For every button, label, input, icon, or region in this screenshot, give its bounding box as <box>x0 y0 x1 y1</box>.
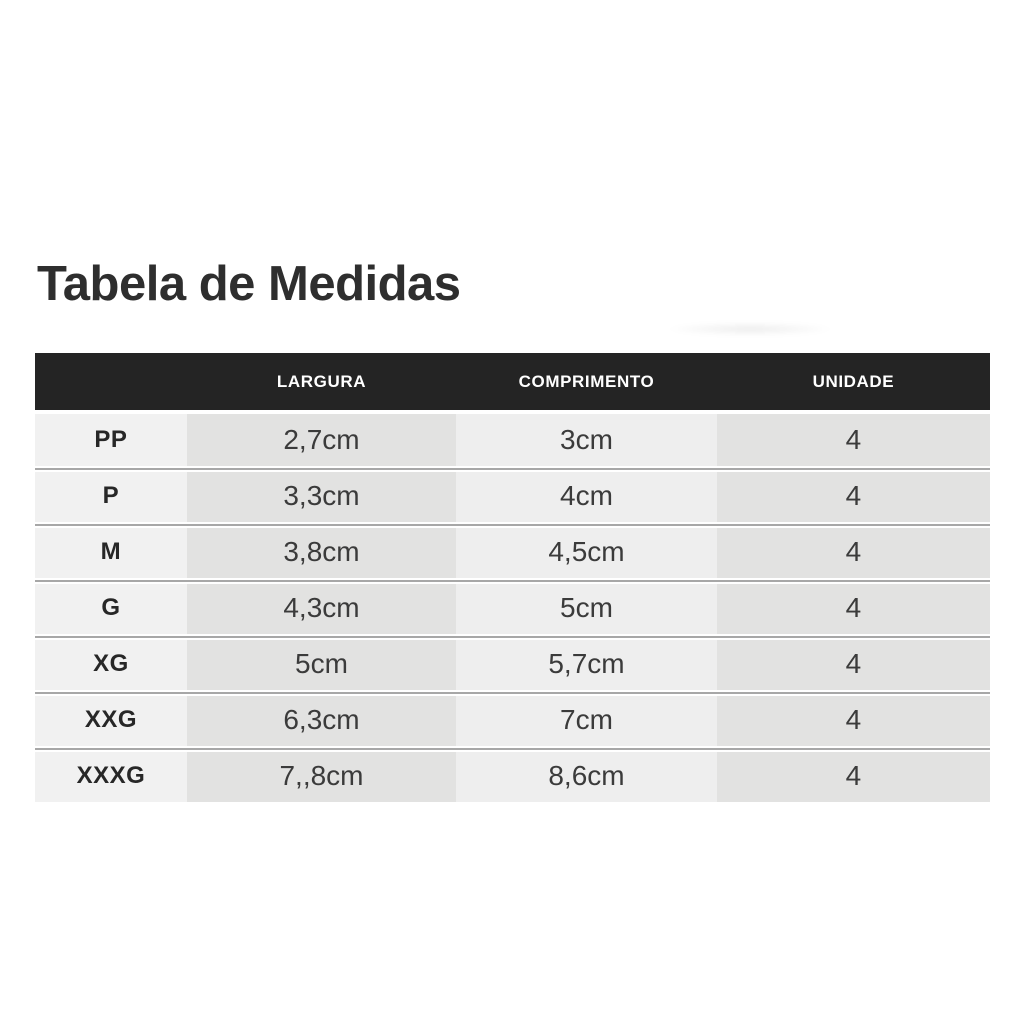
table-body <box>35 410 990 804</box>
header-cell-comprimento: COMPRIMENTO <box>456 353 717 410</box>
comprimento-value: 5,7cm <box>456 636 717 692</box>
comprimento-value: 4,5cm <box>456 524 717 580</box>
size-chart-table <box>35 353 990 804</box>
table-row <box>35 636 990 692</box>
page-title: Tabela de Medidas <box>37 257 461 311</box>
comprimento-value: 4cm <box>456 468 717 524</box>
size-label: PP <box>35 410 187 468</box>
table-row <box>35 468 990 524</box>
unidade-value: 4 <box>717 524 990 580</box>
unidade-value: 4 <box>717 468 990 524</box>
largura-value: 7,,8cm <box>187 748 456 804</box>
unidade-value: 4 <box>717 636 990 692</box>
size-label: M <box>35 524 187 580</box>
comprimento-value: 7cm <box>456 692 717 748</box>
table-header <box>35 353 990 410</box>
size-label: XG <box>35 636 187 692</box>
unidade-value: 4 <box>717 748 990 804</box>
watermark-smudge <box>665 322 835 336</box>
header-cell-largura: LARGURA <box>187 353 456 410</box>
table-row <box>35 748 990 804</box>
header-cell-size <box>35 353 187 410</box>
table-row <box>35 580 990 636</box>
comprimento-value: 5cm <box>456 580 717 636</box>
size-label: G <box>35 580 187 636</box>
table-row <box>35 524 990 580</box>
size-label: XXXG <box>35 748 187 804</box>
unidade-value: 4 <box>717 580 990 636</box>
size-label: XXG <box>35 692 187 748</box>
largura-value: 6,3cm <box>187 692 456 748</box>
largura-value: 4,3cm <box>187 580 456 636</box>
largura-value: 3,3cm <box>187 468 456 524</box>
size-label: P <box>35 468 187 524</box>
table-row <box>35 692 990 748</box>
table-row <box>35 410 990 468</box>
comprimento-value: 8,6cm <box>456 748 717 804</box>
comprimento-value: 3cm <box>456 410 717 468</box>
largura-value: 5cm <box>187 636 456 692</box>
largura-value: 2,7cm <box>187 410 456 468</box>
table-header-row <box>35 353 990 410</box>
largura-value: 3,8cm <box>187 524 456 580</box>
unidade-value: 4 <box>717 410 990 468</box>
header-cell-unidade: UNIDADE <box>717 353 990 410</box>
unidade-value: 4 <box>717 692 990 748</box>
